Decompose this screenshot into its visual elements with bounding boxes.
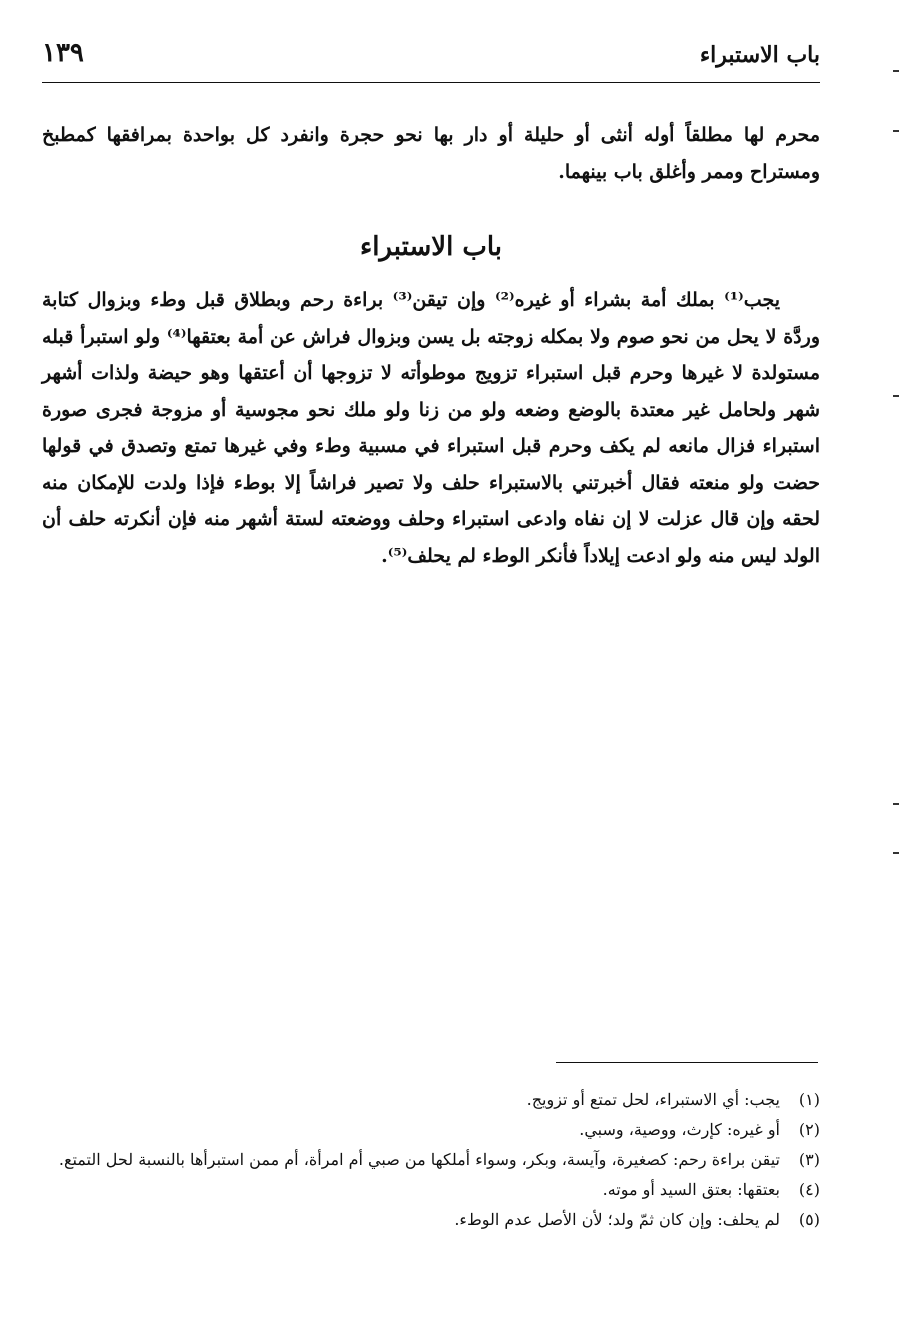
footnote-number: (٥)	[798, 1210, 820, 1229]
header-rule	[42, 82, 820, 83]
footnote-item	[42, 1145, 820, 1175]
continuation-paragraph	[42, 117, 820, 190]
margin-mark	[893, 852, 899, 854]
body-paragraph	[42, 282, 820, 574]
footnote-number: (٤)	[798, 1180, 820, 1199]
margin-mark	[893, 395, 899, 397]
footnote-number: (٢)	[798, 1120, 820, 1139]
footnote-number: (١)	[798, 1090, 820, 1109]
footnote-text: أو غيره: كإرث، ووصية، وسبي.	[579, 1120, 780, 1139]
margin-mark	[893, 70, 899, 72]
footnote-text: يجب: أي الاستبراء، لحل تمتع أو تزويج.	[526, 1090, 780, 1109]
footnote-rule	[556, 1062, 818, 1063]
margin-mark	[893, 130, 899, 132]
running-head-title: باب الاستبراء	[699, 42, 820, 68]
margin-mark	[893, 803, 899, 805]
footnote-item	[42, 1115, 820, 1145]
section-title: باب الاستبراء	[359, 232, 502, 262]
page-number: ١٣٩	[42, 38, 84, 68]
footnote-item	[42, 1175, 820, 1205]
body-text: يجب⁽¹⁾ بملك أمة بشراء أو غيره⁽²⁾ وإن تيقن⁽³⁾ براءة رحم وبطلاق قبل وطء وبزوال كتابة وردَّة لا يحل من نحو صوم ولا بمكله زوجته بل يسن وبزوال فراش عن أمة بعتقها⁽⁴⁾ ولو استبرأ قبله مستولدة لا غيرها وحرم قبل استبراء تزويج موطوأته لا تزوجها أن أعتقها وهو حيضة ولذات أشهر شهر ولحامل غير معتدة بالوضع وضعه ولو من زنا ولو ملك نحو مجوسية أو مزوجة فجرى صورة استبراء فزال مانعه لم يكف وحرم قبل استبراء في مسبية وطء وفي غيرها تمتع وتصدق في قولها حضت ولو منعته فقال أخبرتني بالاستبراء حلف ولا تصير فراشاً إلا بوطء فإذا ولدت للإمكان منه لحقه وإن قال عزلت لا إن نفاه وادعى استبراء وحلف ووضعته لستة أشهر منه فإن أنكرته حلف أن الولد ليس منه ولو ادعت إيلاداً فأنكر الوطء لم يحلف⁽⁵⁾.	[42, 289, 820, 567]
continuation-text: محرم لها مطلقاً أوله أنثى أو حليلة أو دار بها نحو حجرة وانفرد كل بواحدة بمرافقها كمطبخ ومستراح وممر وأغلق باب بينهما.	[42, 124, 820, 183]
footnote-item	[42, 1085, 820, 1115]
footnote-item	[42, 1205, 820, 1235]
footnote-text: بعتقها: بعتق السيد أو موته.	[602, 1180, 780, 1199]
running-head	[42, 38, 820, 78]
footnote-text: لم يحلف: وإن كان ثمّ ولد؛ لأن الأصل عدم الوطء.	[454, 1210, 780, 1229]
footnote-number: (٣)	[798, 1150, 820, 1169]
footnote-text: تيقن براءة رحم: كصغيرة، وآيسة، وبكر، وسواء أملكها من صبي أم امرأة، أم ممن استبرأها بالنسبة لحل التمتع.	[58, 1150, 780, 1169]
footnotes	[42, 1085, 820, 1235]
